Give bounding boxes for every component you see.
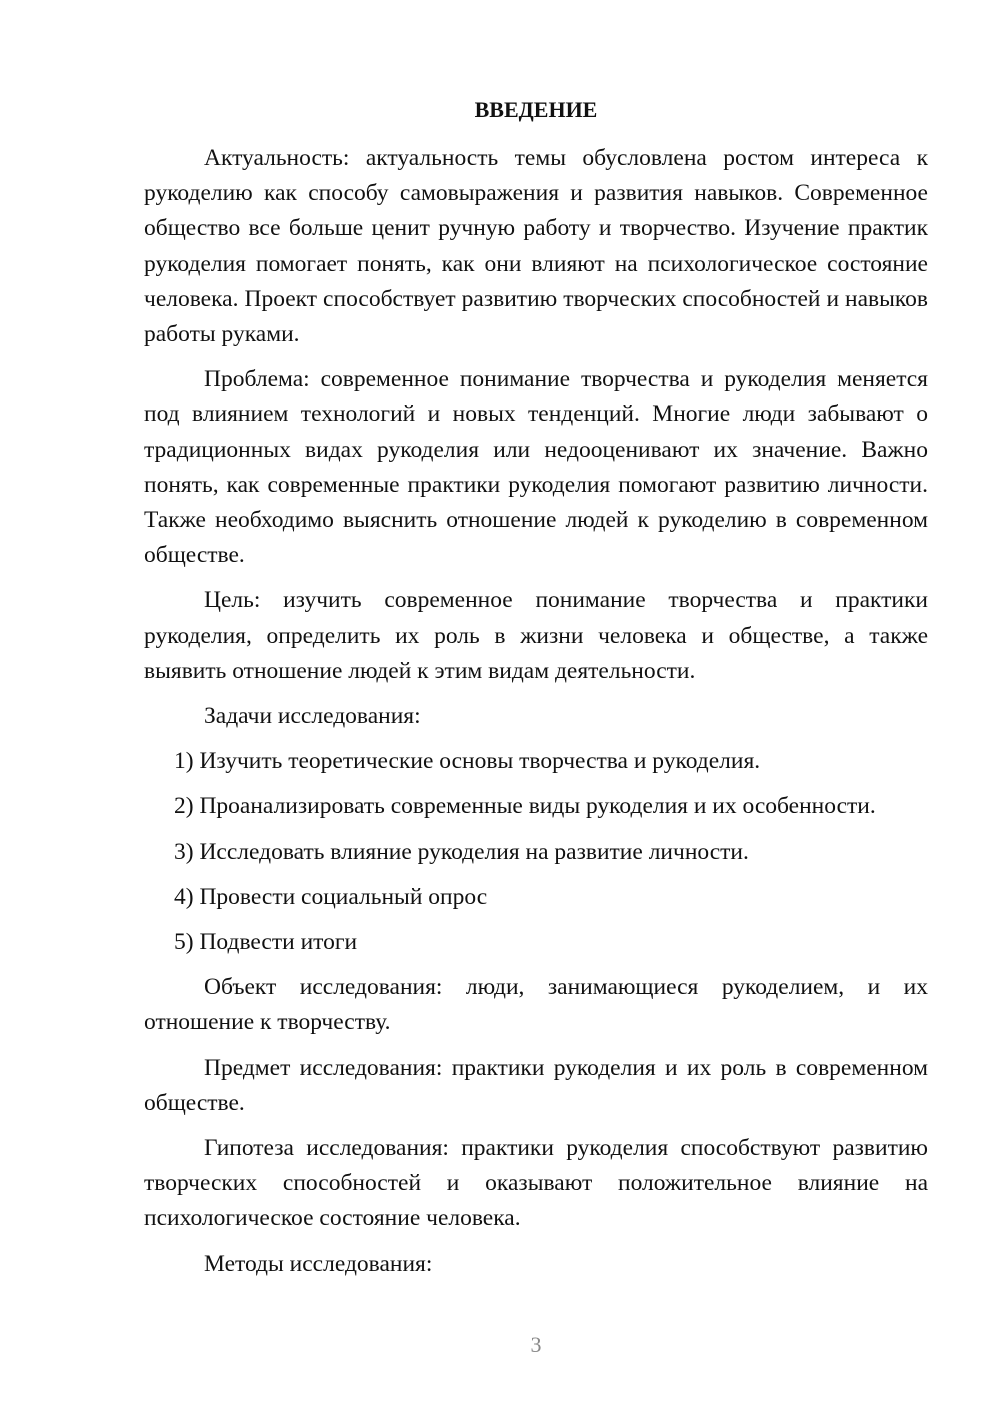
list-item: 5) Подвести итоги [174,929,358,956]
list-item: 1) Изучить теоретические основы творчества и рукоделия. [174,748,761,775]
paragraph-relevance: Актуальность: актуальность темы обусловлена ростом интереса к рукоделию как способу самовыражения и развития навыков. Современное общество все больше ценит ручную работу и творчество. Изучение практик рукоделия помогает понять, как они влияют на психологическое состояние человека. Проект способствует развитию творческих способностей и навыков работы руками. [144,145,928,348]
list-item: 4) Провести социальный опрос [174,883,488,910]
paragraph-hypothesis: Гипотеза исследования: практики рукоделия способствуют развитию творческих способностей и оказывают положительное влияние на психологическое состояние человека. [144,1135,928,1232]
paragraph-subject: Предмет исследования: практики рукоделия и их роль в современном обществе. [144,1054,928,1116]
paragraph-goal: Цель: изучить современное понимание творчества и практики рукоделия, определить их роль в жизни человека и обществе, а также выявить отношение людей к этим видам деятельности. [144,587,928,684]
methods-heading: Методы исследования: [204,1250,433,1277]
page-number: 3 [530,1332,542,1357]
page-content [144,92,928,1292]
paragraph-problem: Проблема: современное понимание творчества и рукоделия меняется под влиянием технологий и новых тенденций. Многие люди забывают о традиционных видах рукоделия или недооценивают их значение. Важно понять, как современные практики рукоделия помогают развитию личности. Также необходимо выяснить отношение людей к рукоделию в современном обществе. [144,366,928,569]
list-item: 2) Проанализировать современные виды рукоделия и их особенности. [174,793,876,820]
section-title: ВВЕДЕНИЕ [474,97,598,122]
tasks-heading: Задачи исследования: [204,703,421,730]
list-item: 3) Исследовать влияние рукоделия на развитие личности. [174,838,749,865]
paragraph-object: Объект исследования: люди, занимающиеся рукоделием, и их отношение к творчеству. [144,974,928,1036]
tasks-list [144,744,928,960]
